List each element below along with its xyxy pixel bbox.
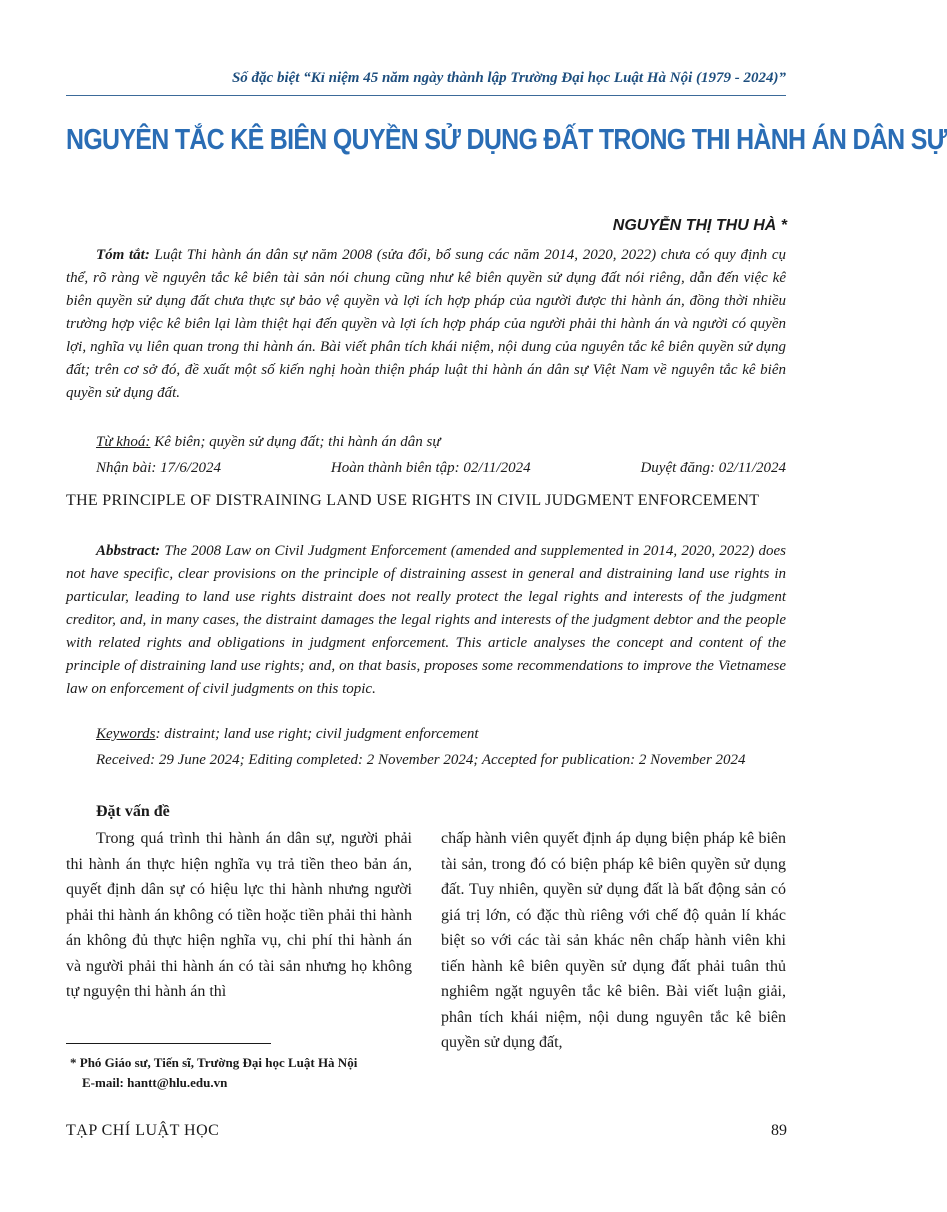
dates-english: Received: 29 June 2024; Editing completed: 2 November 2024; Accepted for publication: 2 November 2024 bbox=[96, 752, 746, 768]
keywords-english bbox=[96, 723, 786, 746]
keywords-vietnamese bbox=[96, 431, 786, 454]
english-title: THE PRINCIPLE OF DISTRAINING LAND USE RIGHTS IN CIVIL JUDGMENT ENFORCEMENT bbox=[66, 492, 760, 509]
header-rule bbox=[66, 95, 786, 96]
footnote bbox=[70, 1053, 416, 1093]
abstract-en-text: The 2008 Law on Civil Judgment Enforcement (amended and supplemented in 2014, 2020, 2022) does not have specific, clear provisions on the principle of distraining assest in general and distraining land use rights in particular, leading to land use rights distraint does not really protect the legal rights and interests of the judgment creditor, and, in many cases, the distraint damages the legal rights and interests of the judgment debtor and the people with related rights and obligations in judgment enforcement. This article analyses the concept and content of the principle of distraining land use rights; and, on that basis, proposes some recommendations to improve the Vietnamese law on enforcement of civil judgments on this topic. bbox=[66, 543, 786, 697]
date-received-vi: Nhận bài: 17/6/2024 bbox=[96, 460, 222, 476]
section-heading: Đặt vấn đề bbox=[96, 803, 170, 820]
keywords-vi-text: Kê biên; quyền sử dụng đất; thi hành án dân sự bbox=[150, 434, 441, 450]
abstract-vietnamese bbox=[66, 244, 786, 405]
body-column-left bbox=[66, 826, 412, 1005]
footnote-affiliation: * Phó Giáo sư, Tiến sĩ, Trường Đại học Luật Hà Nội bbox=[70, 1055, 358, 1070]
abstract-vi-text: Luật Thi hành án dân sự năm 2008 (sửa đổi, bổ sung các năm 2014, 2020, 2022) chưa có quy định cụ thể, rõ ràng về nguyên tắc kê biên tài sản nói chung cũng như kê biên quyền sử dụng đất nói riêng, dẫn đến việc kê biên quyền sử dụng đất chưa thực sự bảo vệ quyền và lợi ích hợp pháp của người được thi hành án, đồng thời nhiều trường hợp việc kê biên lại làm thiệt hại đến quyền và lợi ích hợp pháp của người phải thi hành án và người có quyền lợi, nghĩa vụ liên quan trong thi hành án. Bài viết phân tích khái niệm, nội dung của nguyên tắc kê biên quyền sử dụng đất; trên cơ sở đó, đề xuất một số kiến nghị hoàn thiện pháp luật thi hành án dân sự Việt Nam về nguyên tắc kê biên quyền sử dụng đất. bbox=[66, 247, 786, 401]
article-title: NGUYÊN TẮC KÊ BIÊN QUYỀN SỬ DỤNG ĐẤT TRONG THI HÀNH ÁN DÂN SỰ bbox=[66, 124, 947, 156]
keywords-en-label: Keywords bbox=[96, 726, 156, 742]
abstract-vi-label: Tóm tắt: bbox=[96, 247, 150, 263]
keywords-en-text: : distraint; land use right; civil judgment enforcement bbox=[155, 726, 479, 742]
abstract-en-label: Abbstract: bbox=[96, 543, 161, 559]
abstract-english bbox=[66, 540, 786, 701]
author-name: NGUYỄN THỊ THU HÀ * bbox=[612, 217, 787, 234]
body-column-right: chấp hành viên quyết định áp dụng biện pháp kê biên tài sản, trong đó có biện pháp kê biên quyền sử dụng đất. Tuy nhiên, quyền sử dụng đất là bất động sản có giá trị lớn, có đặc thù riêng với chế độ quản lí khác biệt so với các tài sản khác nên chấp hành viên khi tiến hành kê biên quyền sử dụng đất phải tuân thủ nghiêm ngặt nguyên tắc kê biên. Bài viết luận giải, phân tích khái niệm, nội dung nguyên tắc kê biên quyền sử dụng đất, bbox=[441, 830, 786, 1051]
footnote-email: E-mail: hantt@hlu.edu.vn bbox=[82, 1075, 228, 1090]
keywords-vi-label: Từ khoá: bbox=[96, 434, 151, 450]
journal-name: TẠP CHÍ LUẬT HỌC bbox=[66, 1122, 220, 1139]
dates-vietnamese bbox=[96, 460, 786, 477]
running-header: Số đặc biệt “Kỉ niệm 45 năm ngày thành lập Trường Đại học Luật Hà Nội (1979 - 2024)” bbox=[231, 70, 786, 86]
date-accepted-vi: Duyệt đăng: 02/11/2024 bbox=[640, 460, 786, 476]
date-edited-vi: Hoàn thành biên tập: 02/11/2024 bbox=[330, 460, 531, 476]
footnote-rule bbox=[66, 1043, 271, 1044]
body-left-text: Trong quá trình thi hành án dân sự, người phải thi hành án thực hiện nghĩa vụ trả tiền theo bản án, quyết định dân sự có hiệu lực thi hành nhưng người phải thi hành án không có tiền hoặc tiền phải thi hành án không đủ thực hiện nghĩa vụ, chi phí thi hành án và người phải thi hành án có tài sản nhưng họ không tự nguyện thi hành án thì bbox=[66, 830, 412, 1000]
page-number: 89 bbox=[771, 1122, 787, 1139]
